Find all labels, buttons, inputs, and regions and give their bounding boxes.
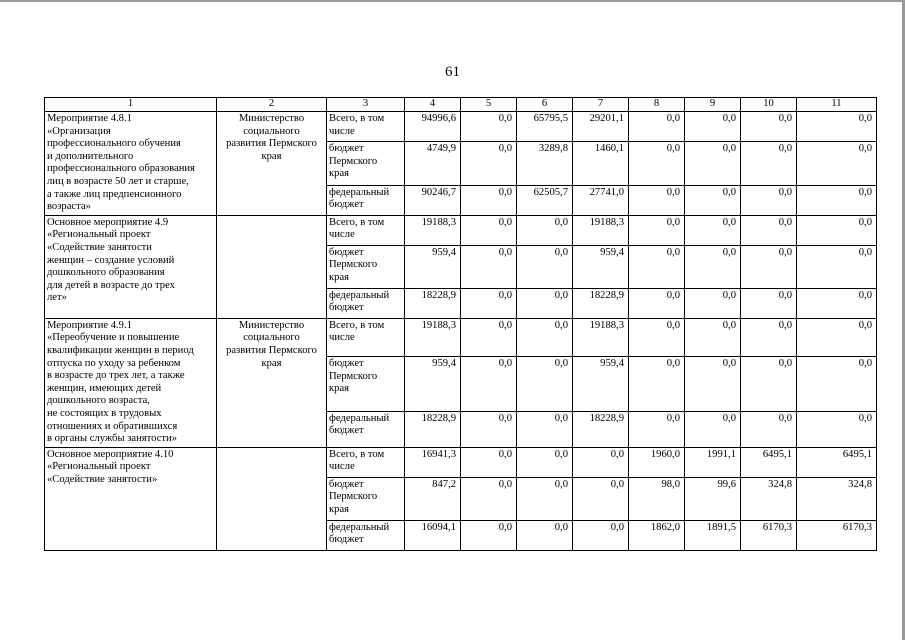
table-row [45, 215, 877, 245]
executor-cell [217, 447, 327, 550]
value-cell: 65795,5 [517, 112, 573, 142]
value-cell: 3289,8 [517, 142, 573, 185]
value-cell: 0,0 [797, 142, 877, 185]
value-cell: 90246,7 [405, 185, 461, 215]
activity-name-cell: Основное мероприятие 4.10 «Региональный проект «Содействие занятости» [45, 447, 217, 550]
value-cell: 6495,1 [797, 447, 877, 477]
value-cell: 0,0 [517, 356, 573, 411]
value-cell: 959,4 [405, 356, 461, 411]
value-cell: 0,0 [797, 356, 877, 411]
funding-source-cell: Всего, в том числе [327, 318, 405, 356]
value-cell: 0,0 [741, 215, 797, 245]
funding-source-cell: федеральный бюджет [327, 185, 405, 215]
value-cell: 0,0 [629, 215, 685, 245]
value-cell: 19188,3 [405, 318, 461, 356]
value-cell: 0,0 [741, 142, 797, 185]
value-cell: 0,0 [517, 318, 573, 356]
value-cell: 0,0 [517, 447, 573, 477]
value-cell: 0,0 [629, 245, 685, 288]
value-cell: 0,0 [461, 215, 517, 245]
table-row [45, 318, 877, 356]
header-cell: 3 [327, 98, 405, 112]
value-cell: 0,0 [797, 245, 877, 288]
funding-source-cell: Всего, в том числе [327, 447, 405, 477]
value-cell: 1991,1 [685, 447, 741, 477]
value-cell: 959,4 [573, 245, 629, 288]
budget-table [44, 97, 877, 551]
funding-source-cell: бюджет Пермского края [327, 142, 405, 185]
activity-name-cell: Мероприятие 4.8.1 «Организация профессионального обучения и дополнительного профессионального образования лиц в возрасте 50 лет и старше, а также лиц предпенсионного возраста» [45, 112, 217, 216]
value-cell: 0,0 [685, 245, 741, 288]
activity-name-cell: Мероприятие 4.9.1 «Переобучение и повышение квалификации женщин в период отпуска по уходу за ребенком в возрасте до трех лет, а также женщин, имеющих детей дошкольного возраста, не состоящих в трудовых отношениях и обратившихся в органы службы занятости» [45, 318, 217, 447]
value-cell: 0,0 [797, 112, 877, 142]
page-number: 61 [445, 64, 460, 80]
funding-source-cell: Всего, в том числе [327, 215, 405, 245]
value-cell: 0,0 [797, 215, 877, 245]
value-cell: 19188,3 [573, 215, 629, 245]
value-cell: 1960,0 [629, 447, 685, 477]
value-cell: 0,0 [629, 142, 685, 185]
value-cell: 0,0 [741, 318, 797, 356]
header-cell: 4 [405, 98, 461, 112]
funding-source-cell: бюджет Пермского края [327, 477, 405, 520]
funding-source-cell: бюджет Пермского края [327, 245, 405, 288]
value-cell: 0,0 [741, 411, 797, 447]
value-cell: 0,0 [629, 185, 685, 215]
executor-cell: Министерство социального развития Пермского края [217, 318, 327, 447]
value-cell: 1862,0 [629, 520, 685, 550]
funding-source-cell: бюджет Пермского края [327, 356, 405, 411]
value-cell: 0,0 [797, 411, 877, 447]
value-cell: 0,0 [573, 447, 629, 477]
value-cell: 16941,3 [405, 447, 461, 477]
value-cell: 0,0 [685, 142, 741, 185]
value-cell: 0,0 [685, 185, 741, 215]
value-cell: 0,0 [517, 411, 573, 447]
value-cell: 6170,3 [797, 520, 877, 550]
funding-source-cell: Всего, в том числе [327, 112, 405, 142]
value-cell: 324,8 [797, 477, 877, 520]
value-cell: 19188,3 [573, 318, 629, 356]
value-cell: 0,0 [741, 245, 797, 288]
header-cell: 10 [741, 98, 797, 112]
value-cell: 0,0 [461, 112, 517, 142]
value-cell: 16094,1 [405, 520, 461, 550]
table-row [45, 112, 877, 142]
value-cell: 0,0 [461, 447, 517, 477]
value-cell: 0,0 [461, 185, 517, 215]
activity-name-cell: Основное мероприятие 4.9 «Региональный проект «Содействие занятости женщин – создание условий дошкольного образования для детей в возрасте до трех лет» [45, 215, 217, 318]
header-row [45, 98, 877, 112]
table-row [45, 447, 877, 477]
value-cell: 0,0 [685, 411, 741, 447]
value-cell: 0,0 [517, 245, 573, 288]
value-cell: 62505,7 [517, 185, 573, 215]
value-cell: 0,0 [461, 288, 517, 318]
value-cell: 27741,0 [573, 185, 629, 215]
funding-source-cell: федеральный бюджет [327, 411, 405, 447]
value-cell: 0,0 [797, 185, 877, 215]
value-cell: 0,0 [461, 245, 517, 288]
value-cell: 0,0 [797, 318, 877, 356]
header-cell: 11 [797, 98, 877, 112]
value-cell: 4749,9 [405, 142, 461, 185]
value-cell: 324,8 [741, 477, 797, 520]
value-cell: 0,0 [629, 318, 685, 356]
header-cell: 1 [45, 98, 217, 112]
value-cell: 0,0 [573, 520, 629, 550]
value-cell: 0,0 [629, 288, 685, 318]
value-cell: 0,0 [797, 288, 877, 318]
value-cell: 0,0 [741, 356, 797, 411]
value-cell: 99,6 [685, 477, 741, 520]
value-cell: 1891,5 [685, 520, 741, 550]
value-cell: 0,0 [741, 288, 797, 318]
value-cell: 0,0 [629, 112, 685, 142]
value-cell: 0,0 [685, 112, 741, 142]
value-cell: 0,0 [461, 477, 517, 520]
funding-source-cell: федеральный бюджет [327, 520, 405, 550]
value-cell: 18228,9 [573, 288, 629, 318]
value-cell: 847,2 [405, 477, 461, 520]
value-cell: 0,0 [461, 318, 517, 356]
value-cell: 0,0 [517, 288, 573, 318]
value-cell: 0,0 [461, 142, 517, 185]
header-cell: 7 [573, 98, 629, 112]
value-cell: 0,0 [685, 288, 741, 318]
value-cell: 0,0 [629, 356, 685, 411]
value-cell: 0,0 [685, 318, 741, 356]
executor-cell [217, 215, 327, 318]
value-cell: 0,0 [461, 411, 517, 447]
value-cell: 0,0 [685, 215, 741, 245]
value-cell: 19188,3 [405, 215, 461, 245]
value-cell: 0,0 [741, 185, 797, 215]
value-cell: 959,4 [405, 245, 461, 288]
scan-edge-top [0, 0, 905, 2]
value-cell: 0,0 [685, 356, 741, 411]
executor-cell: Министерство социального развития Пермского края [217, 112, 327, 216]
value-cell: 0,0 [629, 411, 685, 447]
value-cell: 0,0 [517, 520, 573, 550]
value-cell: 18228,9 [573, 411, 629, 447]
value-cell: 0,0 [573, 477, 629, 520]
value-cell: 959,4 [573, 356, 629, 411]
value-cell: 29201,1 [573, 112, 629, 142]
funding-source-cell: федеральный бюджет [327, 288, 405, 318]
value-cell: 18228,9 [405, 411, 461, 447]
value-cell: 6170,3 [741, 520, 797, 550]
header-cell: 2 [217, 98, 327, 112]
value-cell: 18228,9 [405, 288, 461, 318]
value-cell: 0,0 [517, 215, 573, 245]
value-cell: 6495,1 [741, 447, 797, 477]
value-cell: 0,0 [461, 520, 517, 550]
header-cell: 8 [629, 98, 685, 112]
header-cell: 6 [517, 98, 573, 112]
value-cell: 94996,6 [405, 112, 461, 142]
value-cell: 0,0 [461, 356, 517, 411]
value-cell: 0,0 [741, 112, 797, 142]
header-cell: 9 [685, 98, 741, 112]
value-cell: 0,0 [517, 477, 573, 520]
value-cell: 98,0 [629, 477, 685, 520]
header-cell: 5 [461, 98, 517, 112]
value-cell: 1460,1 [573, 142, 629, 185]
